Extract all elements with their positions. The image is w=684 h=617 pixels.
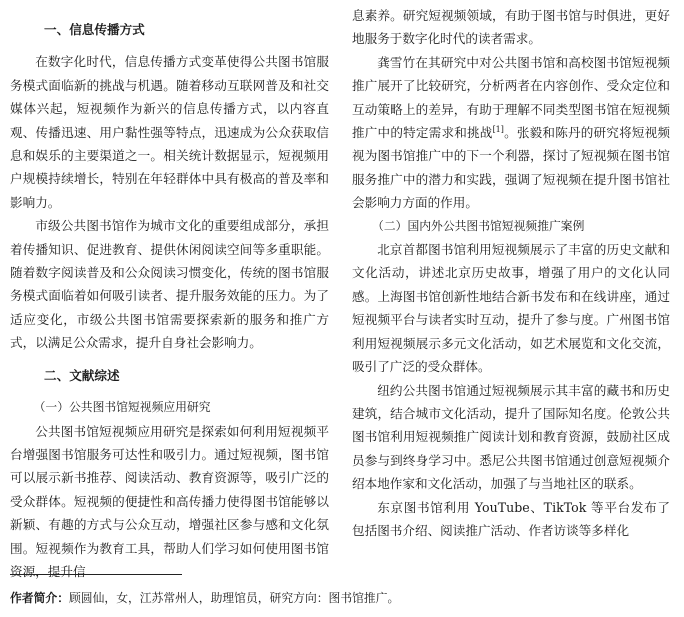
paragraph: 东京图书馆利用 YouTube、TikTok 等平台发布了包括图书介绍、阅读推广活动、作者访谈等多样化: [352, 499, 670, 538]
paragraph-with-citation: [352, 51, 670, 215]
paragraph: 市级公共图书馆作为城市文化的重要组成部分，承担着传播知识、促进教育、提供休闲阅读空间等多重职能。随着数字阅读普及和公众阅读习惯变化，传统的图书馆服务模式面临着如何吸引读者、提升服务效能的压力。为了适应变化，市级公共图书馆需要探索新的服务和推广方式，以满足公众需求，提升自身社会影响力。: [10, 218, 329, 351]
footnote-divider: [10, 574, 182, 575]
left-column: [10, 4, 329, 583]
right-column: [352, 4, 670, 542]
paragraph-continued: 息素养。研究短视频领域，有助于图书馆与时俱进，更好地服务于数字化时代的读者需求。: [352, 8, 670, 47]
paragraph: 纽约公共图书馆通过短视频展示其丰富的藏书和历史建筑，结合城市文化活动，提升了国际知名度。伦敦公共图书馆利用短视频推广阅读计划和教育资源，鼓励社区成员参与到终身学习中。悉尼公共图书馆通过创意短视频介绍本地作家和文化活动，加强了与当地社区的联系。: [352, 382, 670, 492]
footnote: [10, 588, 399, 608]
paragraph: 北京首都图书馆利用短视频展示了丰富的历史文献和文化活动，讲述北京历史故事，增强了用户的文化认同感。上海图书馆创新性地结合新书发布和在线讲座，通过短视频平台与读者实时互动，提升了参与度。广州图书馆利用短视频展示多元文化活动，如艺术展览和文化交流，吸引了广泛的受众群体。: [352, 242, 670, 375]
citation-ref[interactable]: [1]: [492, 124, 504, 134]
paragraph-text: 龚雪竹在其研究中对公共图书馆和高校图书馆短视频推广展开了比较研究，分析两者在内容创作、受众定位和互动策略上的差异，有助于理解不同类型图书馆在短视频推广中的特定需求和挑战: [352, 54, 670, 141]
paragraph: 在数字化时代，信息传播方式变革使得公共图书馆服务模式面临新的挑战与机遇。随着移动互联网普及和社交媒体兴起，短视频作为新兴的信息传播方式，以内容直观、传播迅速、用户黏性强等特点，迅速成为公众获取信息和娱乐的主要渠道之一。相关统计数据显示，短视频用户规模持续增长，特别在年轻群体中具有极高的普及率和影响力。: [10, 54, 329, 210]
paragraph: 公共图书馆短视频应用研究是探索如何利用短视频平台增强图书馆服务可达性和吸引力。通过短视频，图书馆可以展示新书推荐、阅读活动、教育资源等，吸引广泛的受众群体。短视频的便捷性和高传播力使得图书馆能够以新颖、有趣的方式与公众互动，增强社区参与感和文化氛围。短视频作为教育工具，帮助人们学习如何使用图书馆资源，提升信: [10, 423, 329, 579]
footnote-label: 作者简介：: [10, 591, 69, 605]
paragraph-text: 。张毅和陈丹的研究将短视频视为图书馆推广中的下一个利器，探讨了短视频在图书馆服务推广中的潜力和实践，强调了短视频在提升图书馆社会影响力方面的作用。: [352, 125, 671, 211]
subsection-heading-1: （一）公共图书馆短视频应用研究: [33, 400, 211, 415]
footnote-text: 顾圆仙，女，江苏常州人，助理馆员，研究方向：图书馆推广。: [69, 591, 400, 605]
section-heading-2: 二、文献综述: [44, 367, 120, 383]
section-heading-1: 一、信息传播方式: [44, 22, 145, 37]
subsection-heading-2: （二）国内外公共图书馆短视频推广案例: [372, 218, 585, 233]
